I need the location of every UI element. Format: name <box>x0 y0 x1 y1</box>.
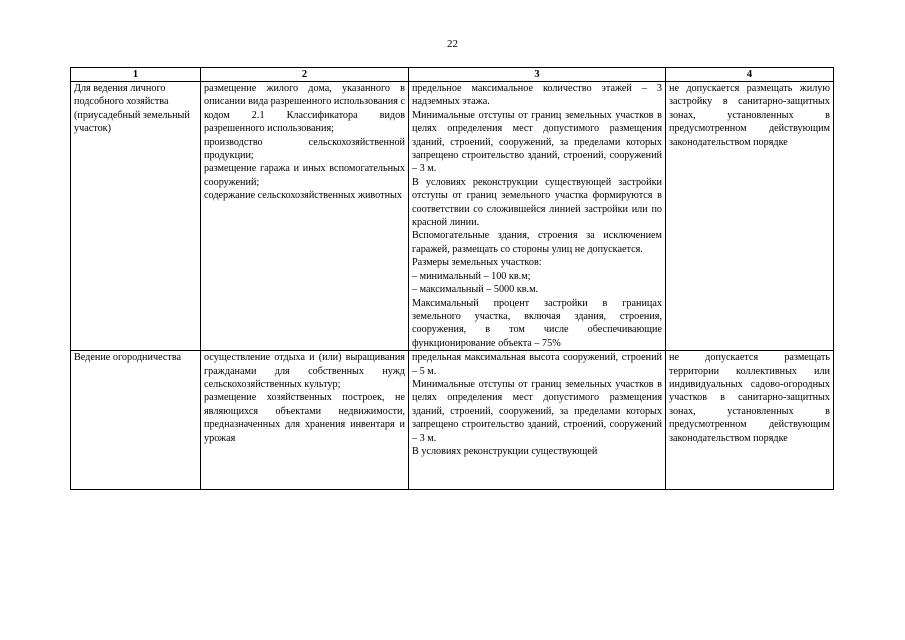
table-row <box>71 351 834 490</box>
permitted-use-item: размещение гаража и иных вспомогательных сооружений; <box>204 163 405 188</box>
column-header-2: 2 <box>201 68 409 82</box>
parameter-paragraph: Вспомогательные здания, строения за исключением гаражей, размещать со стороны улиц не допускается. <box>412 230 662 255</box>
table-header-row <box>71 68 834 82</box>
parameter-paragraph: Минимальные отступы от границ земельных участков в целях определения мест допустимого размещения зданий, строений, сооружений, за пределами которых запрещено строительство зданий, строений, сооружений – 3 м. <box>412 109 662 175</box>
land-use-type-cell: Для ведения личного подсобного хозяйства (приусадебный земельный участок) <box>71 82 201 351</box>
restrictions-cell: не допускается размещать жилую застройку в санитарно-защитных зонах, установленных в предусмотренном действующим законодательством порядке <box>666 82 834 351</box>
restrictions-cell: не допускается размещать территории коллективных или индивидуальных садово-огородных участков в санитарно-защитных зонах, установленных в предусмотренном действующим законодательством порядке <box>666 351 834 490</box>
column-header-1: 1 <box>71 68 201 82</box>
parameter-paragraph: В условиях реконструкции существующей застройки отступы от границ земельного участка формируются в соответствии со сложившейся линией застройки или по красной линии. <box>412 176 662 229</box>
parameters-cell <box>409 82 666 351</box>
column-header-3: 3 <box>409 68 666 82</box>
permitted-use-item: осуществление отдыха и (или) выращивания гражданами для собственных нужд сельскохозяйственных культур; <box>204 352 405 390</box>
parameter-paragraph: Минимальные отступы от границ земельных участков в целях определения мест допустимого размещения зданий, строений, сооружений, за пределами которых запрещено строительство зданий, строений, сооружений – 3 м. <box>412 378 662 444</box>
parameter-paragraph: предельное максимальное количество этажей – 3 надземных этажа. <box>412 83 662 108</box>
permitted-use-item: производство сельскохозяйственной продукции; <box>204 136 405 162</box>
parameter-list-item: – минимальный – 100 кв.м; <box>412 270 531 282</box>
permitted-use-cell <box>201 82 409 351</box>
parameter-paragraph: Размеры земельных участков: <box>412 257 542 269</box>
land-use-type-cell: Ведение огородничества <box>71 351 201 490</box>
parameters-cell <box>409 351 666 490</box>
permitted-use-item: размещение жилого дома, указанного в описании вида разрешенного использования с кодом 2.1 Классификатора видов разрешенного использования; <box>204 83 405 135</box>
parameter-paragraph: Максимальный процент застройки в границах земельного участка, включая здания, строения, сооружения, в том числе обеспечивающие функционирование объекта – 75% <box>412 297 662 349</box>
zoning-regulations-table <box>70 67 834 490</box>
table-row <box>71 82 834 351</box>
parameter-list-item: – максимальный – 5000 кв.м. <box>412 284 539 296</box>
parameter-paragraph: В условиях реконструкции существующей <box>412 445 598 457</box>
page-number: 22 <box>447 38 458 50</box>
permitted-use-item: содержание сельскохозяйственных животных <box>204 190 402 202</box>
parameter-paragraph: предельная максимальная высота сооружений, строений – 5 м. <box>412 352 662 377</box>
permitted-use-item: размещение хозяйственных построек, не являющихся объектами недвижимости, предназначенных для хранения инвентаря и урожая <box>204 392 405 444</box>
column-header-4: 4 <box>666 68 834 82</box>
permitted-use-cell <box>201 351 409 490</box>
